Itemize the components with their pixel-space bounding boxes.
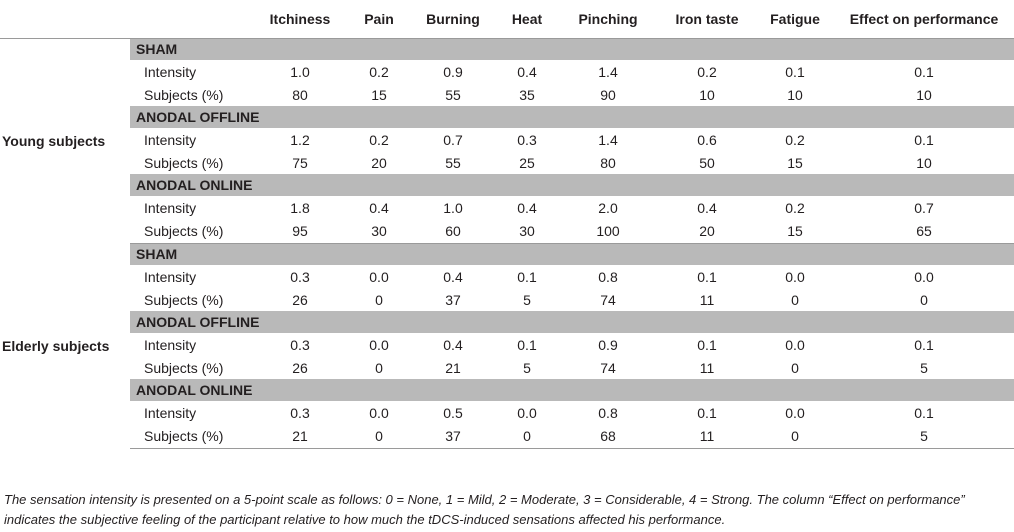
table-cell: 0	[375, 291, 383, 308]
table-cell: 0.0	[785, 268, 805, 285]
table-cell: 0.7	[443, 131, 463, 148]
table-cell: 50	[699, 154, 715, 171]
table-cell: 0.4	[369, 199, 389, 216]
condition-label: ANODAL ONLINE	[130, 174, 1014, 196]
table-cell: 5	[523, 359, 531, 376]
row-label: Intensity	[144, 268, 197, 285]
header-empty	[0, 0, 130, 38]
table-row	[0, 83, 1014, 106]
table-cell: 11	[699, 291, 715, 308]
row-label: Subjects (%)	[144, 359, 224, 376]
row-label: Subjects (%)	[130, 424, 252, 448]
table-row	[0, 401, 1014, 424]
table-cell: 0.1	[697, 336, 717, 353]
table-cell: 0	[348, 424, 410, 448]
table-cell: 10	[916, 86, 932, 103]
table-cell: 74	[600, 359, 616, 376]
table-cell: 80	[292, 86, 308, 103]
table-cell: 0	[756, 424, 834, 448]
table-cell: 0.8	[598, 404, 618, 421]
table-cell: 0.1	[697, 404, 717, 421]
table-cell: 0.0	[369, 404, 389, 421]
table-cell: 0.4	[443, 336, 463, 353]
table-header	[0, 0, 1014, 38]
table-cell: 0	[496, 424, 558, 448]
table-cell: 5	[834, 424, 1014, 448]
table-cell: 15	[371, 86, 387, 103]
row-label: Intensity	[144, 336, 197, 353]
table-cell: 1.2	[290, 131, 310, 148]
table-cell: 1.4	[598, 63, 618, 80]
table-cell: 0	[920, 291, 928, 308]
table-body	[0, 38, 1014, 448]
table-cell: 11	[699, 359, 715, 376]
table-cell: 0.6	[697, 131, 717, 148]
table-row	[0, 128, 1014, 151]
table-cell: 0.9	[598, 336, 618, 353]
table-row	[0, 219, 1014, 243]
table-cell: 1.4	[598, 131, 618, 148]
table-cell: 0.0	[914, 268, 934, 285]
table-cell: 0.1	[517, 336, 537, 353]
header-pinching: Pinching	[558, 0, 658, 38]
table-cell: 0.2	[697, 63, 717, 80]
table-cell: 35	[519, 86, 535, 103]
table-cell: 0.1	[785, 63, 805, 80]
table-cell: 55	[445, 154, 461, 171]
table-cell: 90	[600, 86, 616, 103]
table-cell: 0.0	[785, 404, 805, 421]
table-cell: 0.5	[443, 404, 463, 421]
row-label: Subjects (%)	[144, 291, 224, 308]
condition-label: ANODAL OFFLINE	[130, 106, 1014, 128]
table-cell: 26	[292, 359, 308, 376]
table-cell: 100	[558, 219, 658, 243]
table-cell: 0.1	[914, 336, 934, 353]
condition-row	[0, 174, 1014, 196]
header-fatigue: Fatigue	[756, 0, 834, 38]
table-cell: 95	[252, 219, 348, 243]
table-row	[0, 60, 1014, 83]
table-cell: 65	[834, 219, 1014, 243]
table-cell: 0.1	[517, 268, 537, 285]
table-cell: 1.0	[290, 63, 310, 80]
table-row	[0, 196, 1014, 219]
table-row	[0, 356, 1014, 379]
table-cell: 0	[375, 359, 383, 376]
row-label: Intensity	[144, 404, 197, 421]
table-cell: 10	[787, 86, 803, 103]
table-cell: 1.0	[443, 199, 463, 216]
table-cell: 0.8	[598, 268, 618, 285]
table-cell: 10	[916, 154, 932, 171]
condition-row	[0, 243, 1014, 265]
table-cell: 15	[756, 219, 834, 243]
table-cell: 0.2	[785, 199, 805, 216]
table-cell: 1.8	[290, 199, 310, 216]
table-cell: 0.1	[914, 131, 934, 148]
table-cell: 0.4	[697, 199, 717, 216]
table-cell: 60	[410, 219, 496, 243]
header-itchiness: Itchiness	[252, 0, 348, 38]
table-cell: 0	[791, 291, 799, 308]
table-cell: 0.1	[914, 63, 934, 80]
header-effect-on-performance: Effect on performance	[834, 0, 1014, 38]
table-cell: 0.0	[369, 268, 389, 285]
table-row	[0, 424, 1014, 448]
table-cell: 5	[523, 291, 531, 308]
group-label: Young subjects	[2, 132, 106, 149]
condition-row	[0, 379, 1014, 401]
row-label: Intensity	[144, 199, 197, 216]
table-cell: 68	[558, 424, 658, 448]
group-label: Elderly subjects	[2, 337, 110, 354]
table-cell: 30	[496, 219, 558, 243]
table-cell: 0.2	[369, 131, 389, 148]
table-cell: 0.0	[369, 336, 389, 353]
table-cell: 21	[445, 359, 461, 376]
table-cell: 0.0	[785, 336, 805, 353]
table-cell: 37	[445, 291, 461, 308]
table-cell: 5	[920, 359, 928, 376]
row-label: Subjects (%)	[144, 86, 224, 103]
table-cell: 25	[519, 154, 535, 171]
table-cell: 0.3	[290, 268, 310, 285]
condition-row	[0, 311, 1014, 333]
header-burning: Burning	[410, 0, 496, 38]
table-cell: 0.0	[517, 404, 537, 421]
table-cell: 0.1	[914, 404, 934, 421]
table-cell: 2.0	[598, 199, 618, 216]
table-cell: 26	[292, 291, 308, 308]
table-cell: 0.4	[517, 63, 537, 80]
condition-label: ANODAL ONLINE	[130, 379, 1014, 401]
table-cell: 10	[699, 86, 715, 103]
table-cell: 0	[791, 359, 799, 376]
table-cell: 11	[658, 424, 756, 448]
condition-label: SHAM	[130, 243, 1014, 265]
header-empty	[130, 0, 252, 38]
table-cell: 0.7	[914, 199, 934, 216]
condition-row	[0, 38, 1014, 60]
table-cell: 0.3	[290, 404, 310, 421]
table-cell: 0.3	[290, 336, 310, 353]
table-cell: 55	[445, 86, 461, 103]
table-cell: 21	[252, 424, 348, 448]
row-label: Subjects (%)	[144, 154, 224, 171]
table-footnote: The sensation intensity is presented on a 5-point scale as follows: 0 = None, 1 = Mild, 2 = Moderate, 3 = Considerable, 4 = Strong. The column “Effect on performance” indicates the subjective feeling of the participant relative to how much the tDCS-induced sensations affected his performance.	[4, 492, 965, 527]
table-cell: 0.4	[517, 199, 537, 216]
row-label: Intensity	[144, 131, 197, 148]
condition-label: SHAM	[130, 38, 1014, 60]
row-label: Intensity	[144, 63, 197, 80]
table-cell: 80	[600, 154, 616, 171]
table-cell: 0.2	[785, 131, 805, 148]
table-cell: 75	[292, 154, 308, 171]
table-cell: 0.9	[443, 63, 463, 80]
table-row	[0, 265, 1014, 288]
table-row	[0, 333, 1014, 356]
header-pain: Pain	[348, 0, 410, 38]
header-heat: Heat	[496, 0, 558, 38]
table-row	[0, 151, 1014, 174]
table-cell: 37	[410, 424, 496, 448]
table-cell: 20	[371, 154, 387, 171]
table-cell: 0.4	[443, 268, 463, 285]
table-cell: 0.3	[517, 131, 537, 148]
condition-label: ANODAL OFFLINE	[130, 311, 1014, 333]
table-cell: 15	[787, 154, 803, 171]
table-cell: 74	[600, 291, 616, 308]
header-iron-taste: Iron taste	[658, 0, 756, 38]
table-cell: 20	[658, 219, 756, 243]
row-label: Subjects (%)	[130, 219, 252, 243]
table-row	[0, 288, 1014, 311]
table-cell: 0.2	[369, 63, 389, 80]
table-cell: 30	[348, 219, 410, 243]
condition-row	[0, 106, 1014, 128]
table-cell: 0.1	[697, 268, 717, 285]
